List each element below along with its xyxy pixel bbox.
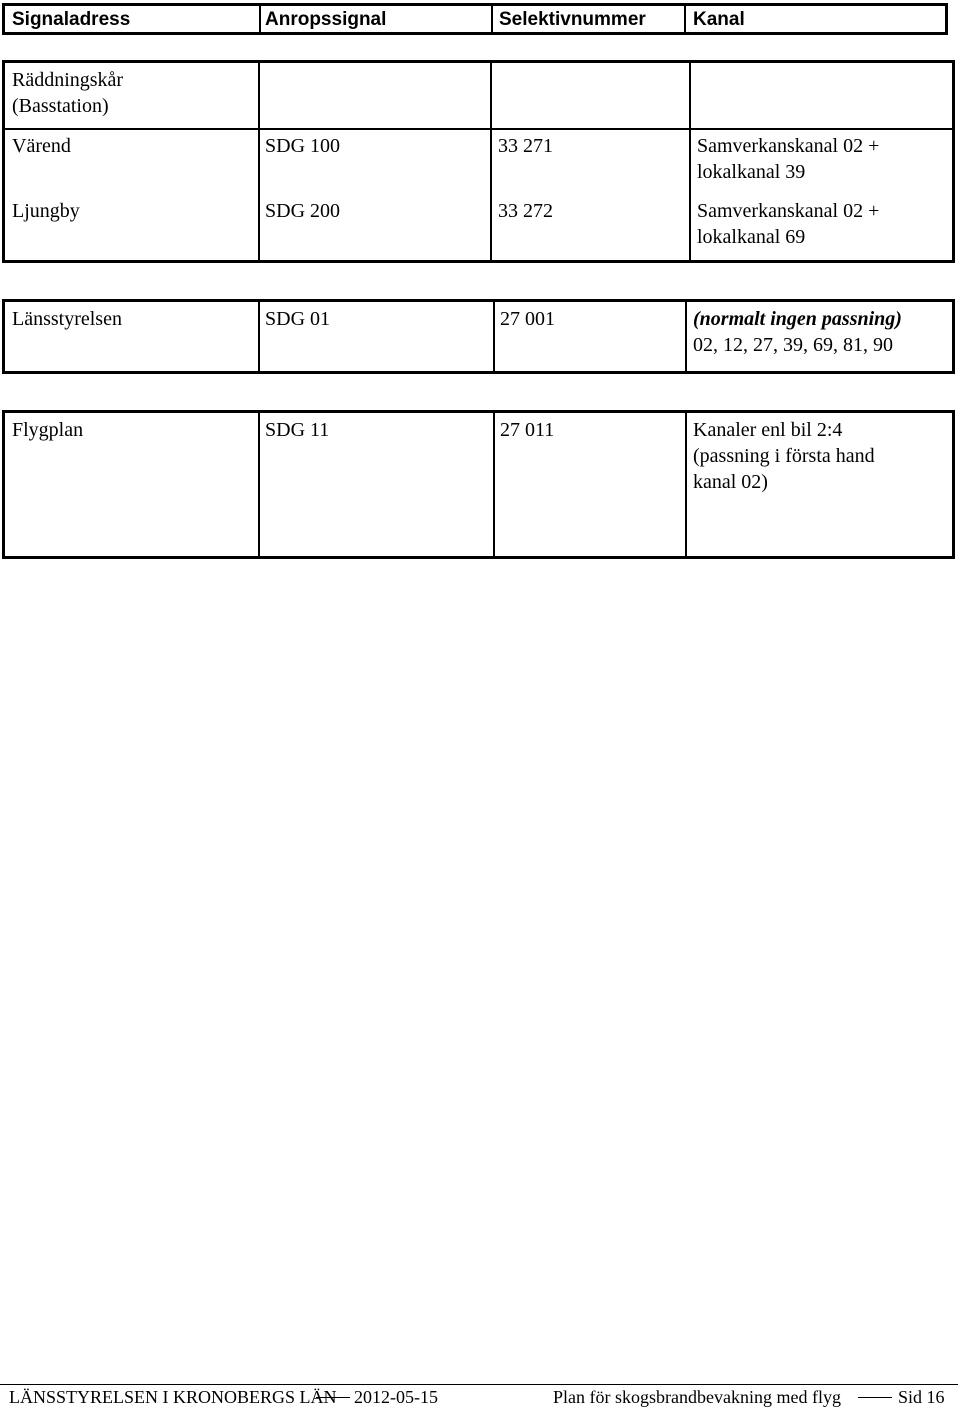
table-row-lansstyrelsen-name: Länsstyrelsen [12, 308, 122, 330]
header-anropssignal: Anropssignal [265, 9, 387, 30]
table-flygplan [2, 410, 955, 559]
table-row-ljungby-name: Ljungby [12, 200, 80, 222]
table-row-lansstyrelsen-channels: 02, 12, 27, 39, 69, 81, 90 [693, 334, 893, 356]
header-signaladress: Signaladress [12, 9, 131, 30]
table-row-varend-call: SDG 100 [265, 135, 341, 157]
table-raddningskar [2, 60, 955, 263]
table-row-lansstyrelsen-call: SDG 01 [265, 308, 331, 330]
footer-divider [0, 1384, 958, 1385]
table-row-ljungby-selective: 33 272 [498, 200, 553, 222]
table-row-flygplan-name: Flygplan [12, 419, 84, 441]
table-row-lansstyrelsen-channel-note: (normalt ingen passning) [693, 308, 902, 330]
table-row-ljungby-channel-2: lokalkanal 69 [697, 226, 806, 248]
table-lansstyrelsen [2, 299, 955, 374]
footer-date: 2012-05-15 [354, 1387, 438, 1407]
header-kanal: Kanal [693, 9, 745, 30]
table-row-lansstyrelsen-selective: 27 001 [500, 308, 555, 330]
footer-page-number: Sid 16 [898, 1387, 945, 1407]
header-selektivnummer: Selektivnummer [499, 9, 646, 30]
footer-org: LÄNSSTYRELSEN I KRONOBERGS LÄN [9, 1387, 337, 1407]
table-row-varend-channel: Samverkanskanal 02 + [697, 135, 880, 157]
group-title: Räddningskår [12, 69, 124, 91]
table-row-flygplan-channel: Kanaler enl bil 2:4 [693, 419, 843, 441]
footer-dash-2 [858, 1397, 892, 1398]
table-row-varend-name: Värend [12, 135, 71, 157]
footer-dash-1 [316, 1397, 350, 1398]
table-row-varend-channel-2: lokalkanal 39 [697, 161, 806, 183]
table-row-ljungby-channel: Samverkanskanal 02 + [697, 200, 880, 222]
table-row-flygplan-channel-3: kanal 02) [693, 471, 768, 493]
table-row-varend-selective: 33 271 [498, 135, 553, 157]
table-row-flygplan-call: SDG 11 [265, 419, 330, 441]
footer-doc-title: Plan för skogsbrandbevakning med flyg [553, 1387, 841, 1407]
table-row-flygplan-channel-2: (passning i första hand [693, 445, 875, 467]
header-table [2, 3, 948, 35]
table-row-ljungby-call: SDG 200 [265, 200, 341, 222]
group-subtitle: (Basstation) [12, 95, 109, 117]
table-row-flygplan-selective: 27 011 [500, 419, 555, 441]
